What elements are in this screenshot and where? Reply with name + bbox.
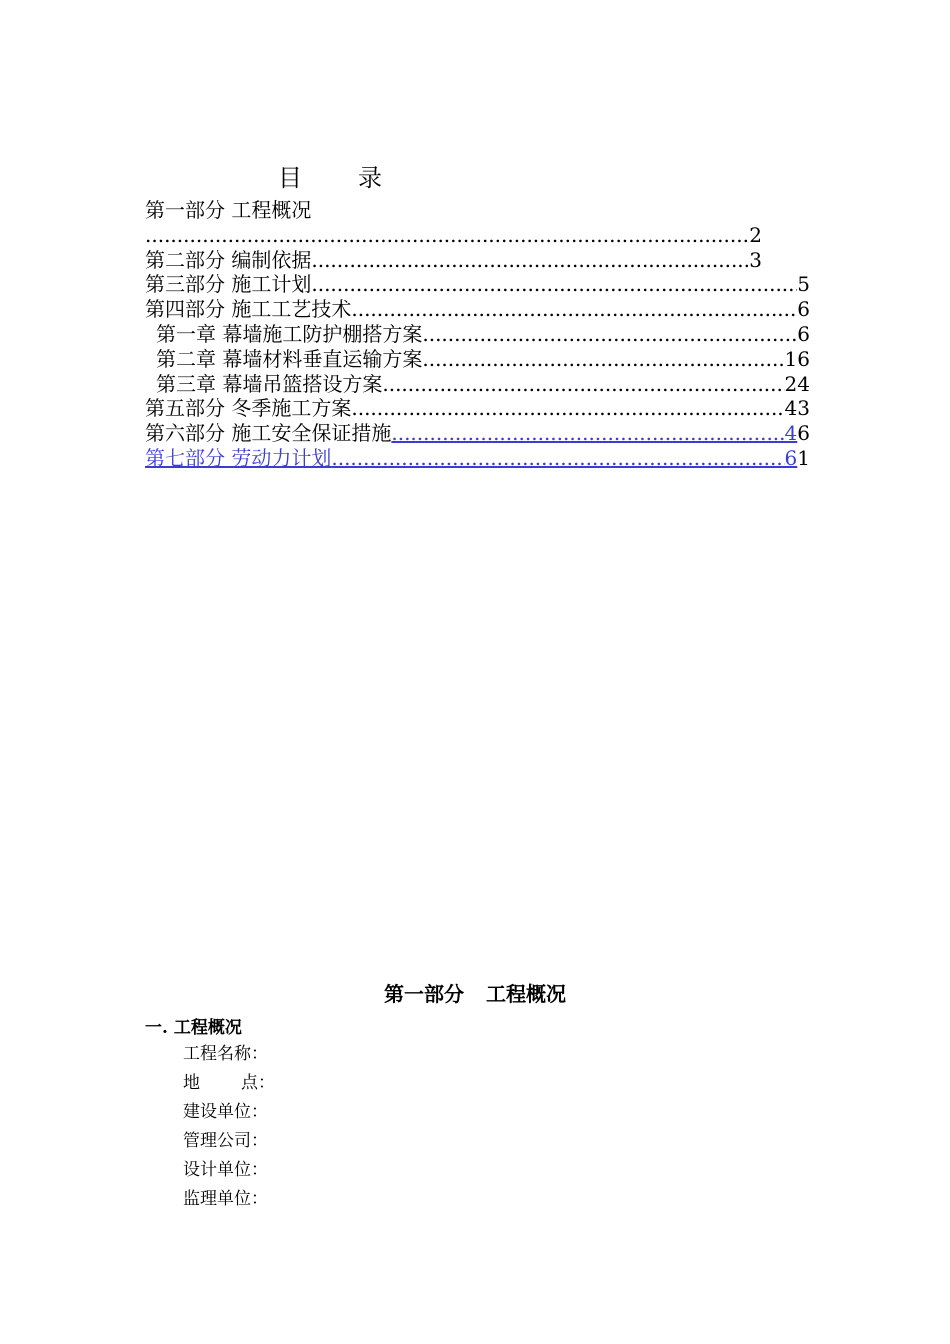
toc-entry-label: 第一章 幕墙施工防护棚搭方案 [156,321,423,346]
toc-entry-label: 第二部分 编制依据 [145,247,312,272]
toc-title-left: 目 [278,164,302,192]
toc-leader-dots [422,347,784,372]
toc-entry-page: 6 [797,297,810,322]
toc-entry-part1-leader[interactable] [145,223,762,248]
toc-entry-page: 3 [749,247,762,272]
toc-leader-dots [311,248,749,273]
toc-entry-label: 第二章 幕墙材料垂直运输方案 [156,346,423,371]
toc-title [0,158,660,193]
field-location [183,1069,275,1098]
toc-leader-dots [351,396,784,421]
toc-leader-dots [422,322,797,347]
toc-entry-chapter1[interactable] [145,322,810,347]
toc-entry-part4[interactable] [145,297,810,322]
section-subheading: 一. 工程概况 [145,1018,242,1038]
toc-entry-page-link[interactable]: 6 [784,445,798,470]
toc-leader-dots [382,372,784,397]
toc-leader-dots[interactable] [331,446,784,471]
toc-entry-page-tail: 6 [797,421,810,446]
toc-leader-dots [311,272,797,297]
field-supervision-unit: 监理单位： [183,1189,268,1209]
toc-entry-page: 16 [784,346,810,371]
toc-leader-dots[interactable] [391,421,784,446]
field-design-unit: 设计单位： [183,1160,268,1180]
toc-entry-label: 第一部分 工程概况 [145,198,312,222]
field-management-company: 管理公司： [183,1131,268,1151]
toc-entry-chapter2[interactable] [145,347,810,372]
toc-entry-page-tail: 1 [797,445,810,470]
field-location-left: 地 [183,1073,200,1093]
toc-entry-label: 第五部分 冬季施工方案 [145,396,352,421]
toc-entry-chapter3[interactable] [145,372,810,397]
toc-entry-page-link[interactable]: 4 [784,421,798,446]
toc-entry-label: 第三章 幕墙吊篮搭设方案 [156,371,383,396]
section-title [0,978,950,1007]
field-owner: 建设单位： [183,1102,268,1122]
toc-entry-page: 5 [797,272,810,297]
toc-entry-page: 6 [797,321,810,346]
toc-leader-dots [351,297,797,322]
table-of-contents [145,198,810,471]
toc-entry-page: 2 [749,222,762,247]
toc-entry-part3[interactable] [145,272,810,297]
toc-entry-part6[interactable] [145,421,810,446]
toc-entry-part2[interactable] [145,248,762,273]
toc-entry-label-link[interactable]: 第七部分 劳动力计划 [145,445,332,470]
toc-leader-dots [145,223,749,248]
toc-entry-part5[interactable] [145,396,810,421]
toc-entry-page: 24 [784,371,810,396]
section-title-part: 第一部分 [384,982,464,1006]
field-location-right: 点： [241,1073,275,1093]
toc-entry-part1[interactable] [145,198,810,223]
toc-entry-label: 第六部分 施工安全保证措施 [145,421,392,446]
toc-entry-label: 第四部分 施工工艺技术 [145,297,352,322]
project-info-fields [183,1040,275,1214]
toc-entry-page: 43 [784,396,810,421]
field-project-name: 工程名称： [183,1044,268,1064]
section-title-name: 工程概况 [486,982,566,1006]
toc-title-right: 录 [358,164,382,192]
toc-entry-label: 第三部分 施工计划 [145,272,312,297]
toc-entry-part7[interactable] [145,446,810,471]
